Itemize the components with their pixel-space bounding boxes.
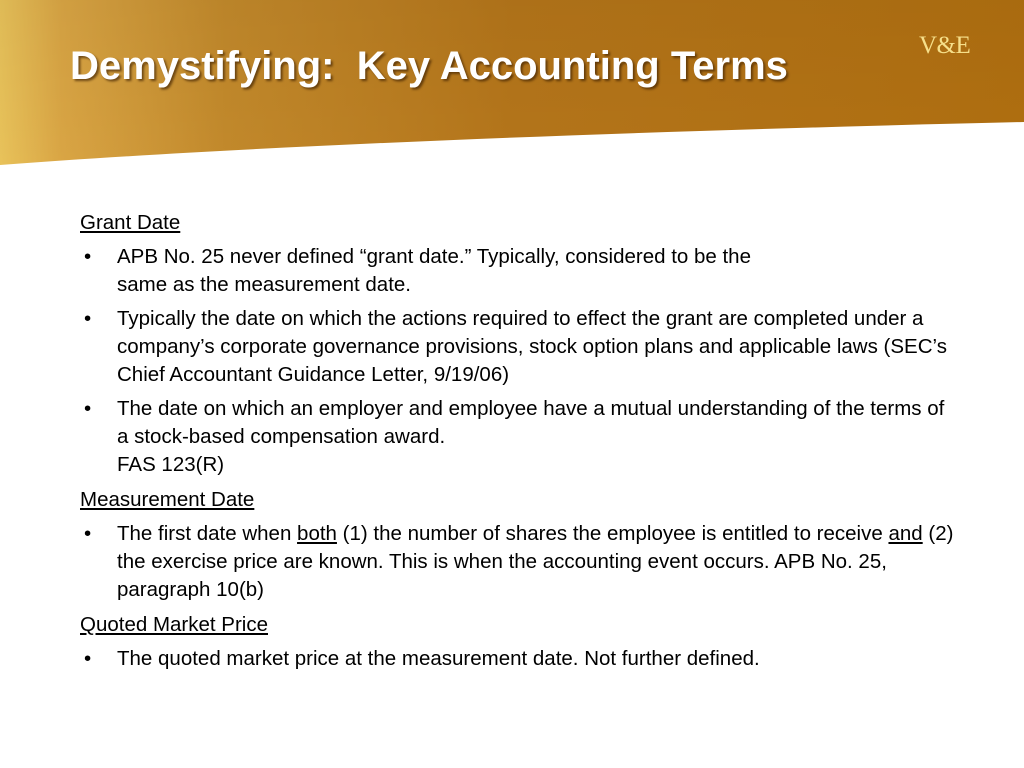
emphasis-both: both [297,522,337,545]
bullet-item [80,645,960,673]
bullet-text-line2: same as the measurement date. [117,273,411,296]
header-band [0,0,1024,165]
bullet-list-quoted-market-price [80,645,960,673]
section-heading-grant-date: Grant Date [80,211,181,234]
bullet-citation: FAS 123(R) [117,453,225,476]
bullet-list-measurement-date [80,520,960,604]
bullet-text-line1: APB No. 25 never defined “grant date.” Typically, considered to be the [117,245,751,268]
bullet-text: The quoted market price at the measurement date. Not further defined. [117,647,760,670]
section-quoted-market-price [80,611,960,673]
section-measurement-date [80,486,960,604]
bullet-item [80,305,960,389]
section-heading-measurement-date: Measurement Date [80,488,255,511]
bullet-item [80,520,960,604]
slide-content [80,209,960,680]
bullet-item [80,395,960,479]
bullet-text: The date on which an employer and employee have a mutual understanding of the terms of a stock-based compensation award. [117,397,945,448]
bullet-list-grant-date [80,243,960,479]
ve-logo: V&E [919,32,971,59]
section-grant-date [80,209,960,479]
bullet-text-part: The first date when [117,522,298,545]
section-heading-quoted-market-price: Quoted Market Price [80,613,268,636]
slide-title: Demystifying: Key Accounting Terms [70,44,788,88]
emphasis-and: and [888,522,923,545]
bullet-text: Typically the date on which the actions required to effect the grant are completed under a company’s corporate governance provisions, stock option plans and applicable laws (SEC’s Chief Accountant Guidance Letter, 9/19/06) [117,307,947,386]
bullet-text-part: (2) the exercise price are known. This is when the accounting event occurs. APB No. 25, paragraph 10(b) [117,522,954,601]
bullet-item [80,243,960,299]
bullet-text-part: (1) the number of shares the employee is entitled to receive [336,522,889,545]
